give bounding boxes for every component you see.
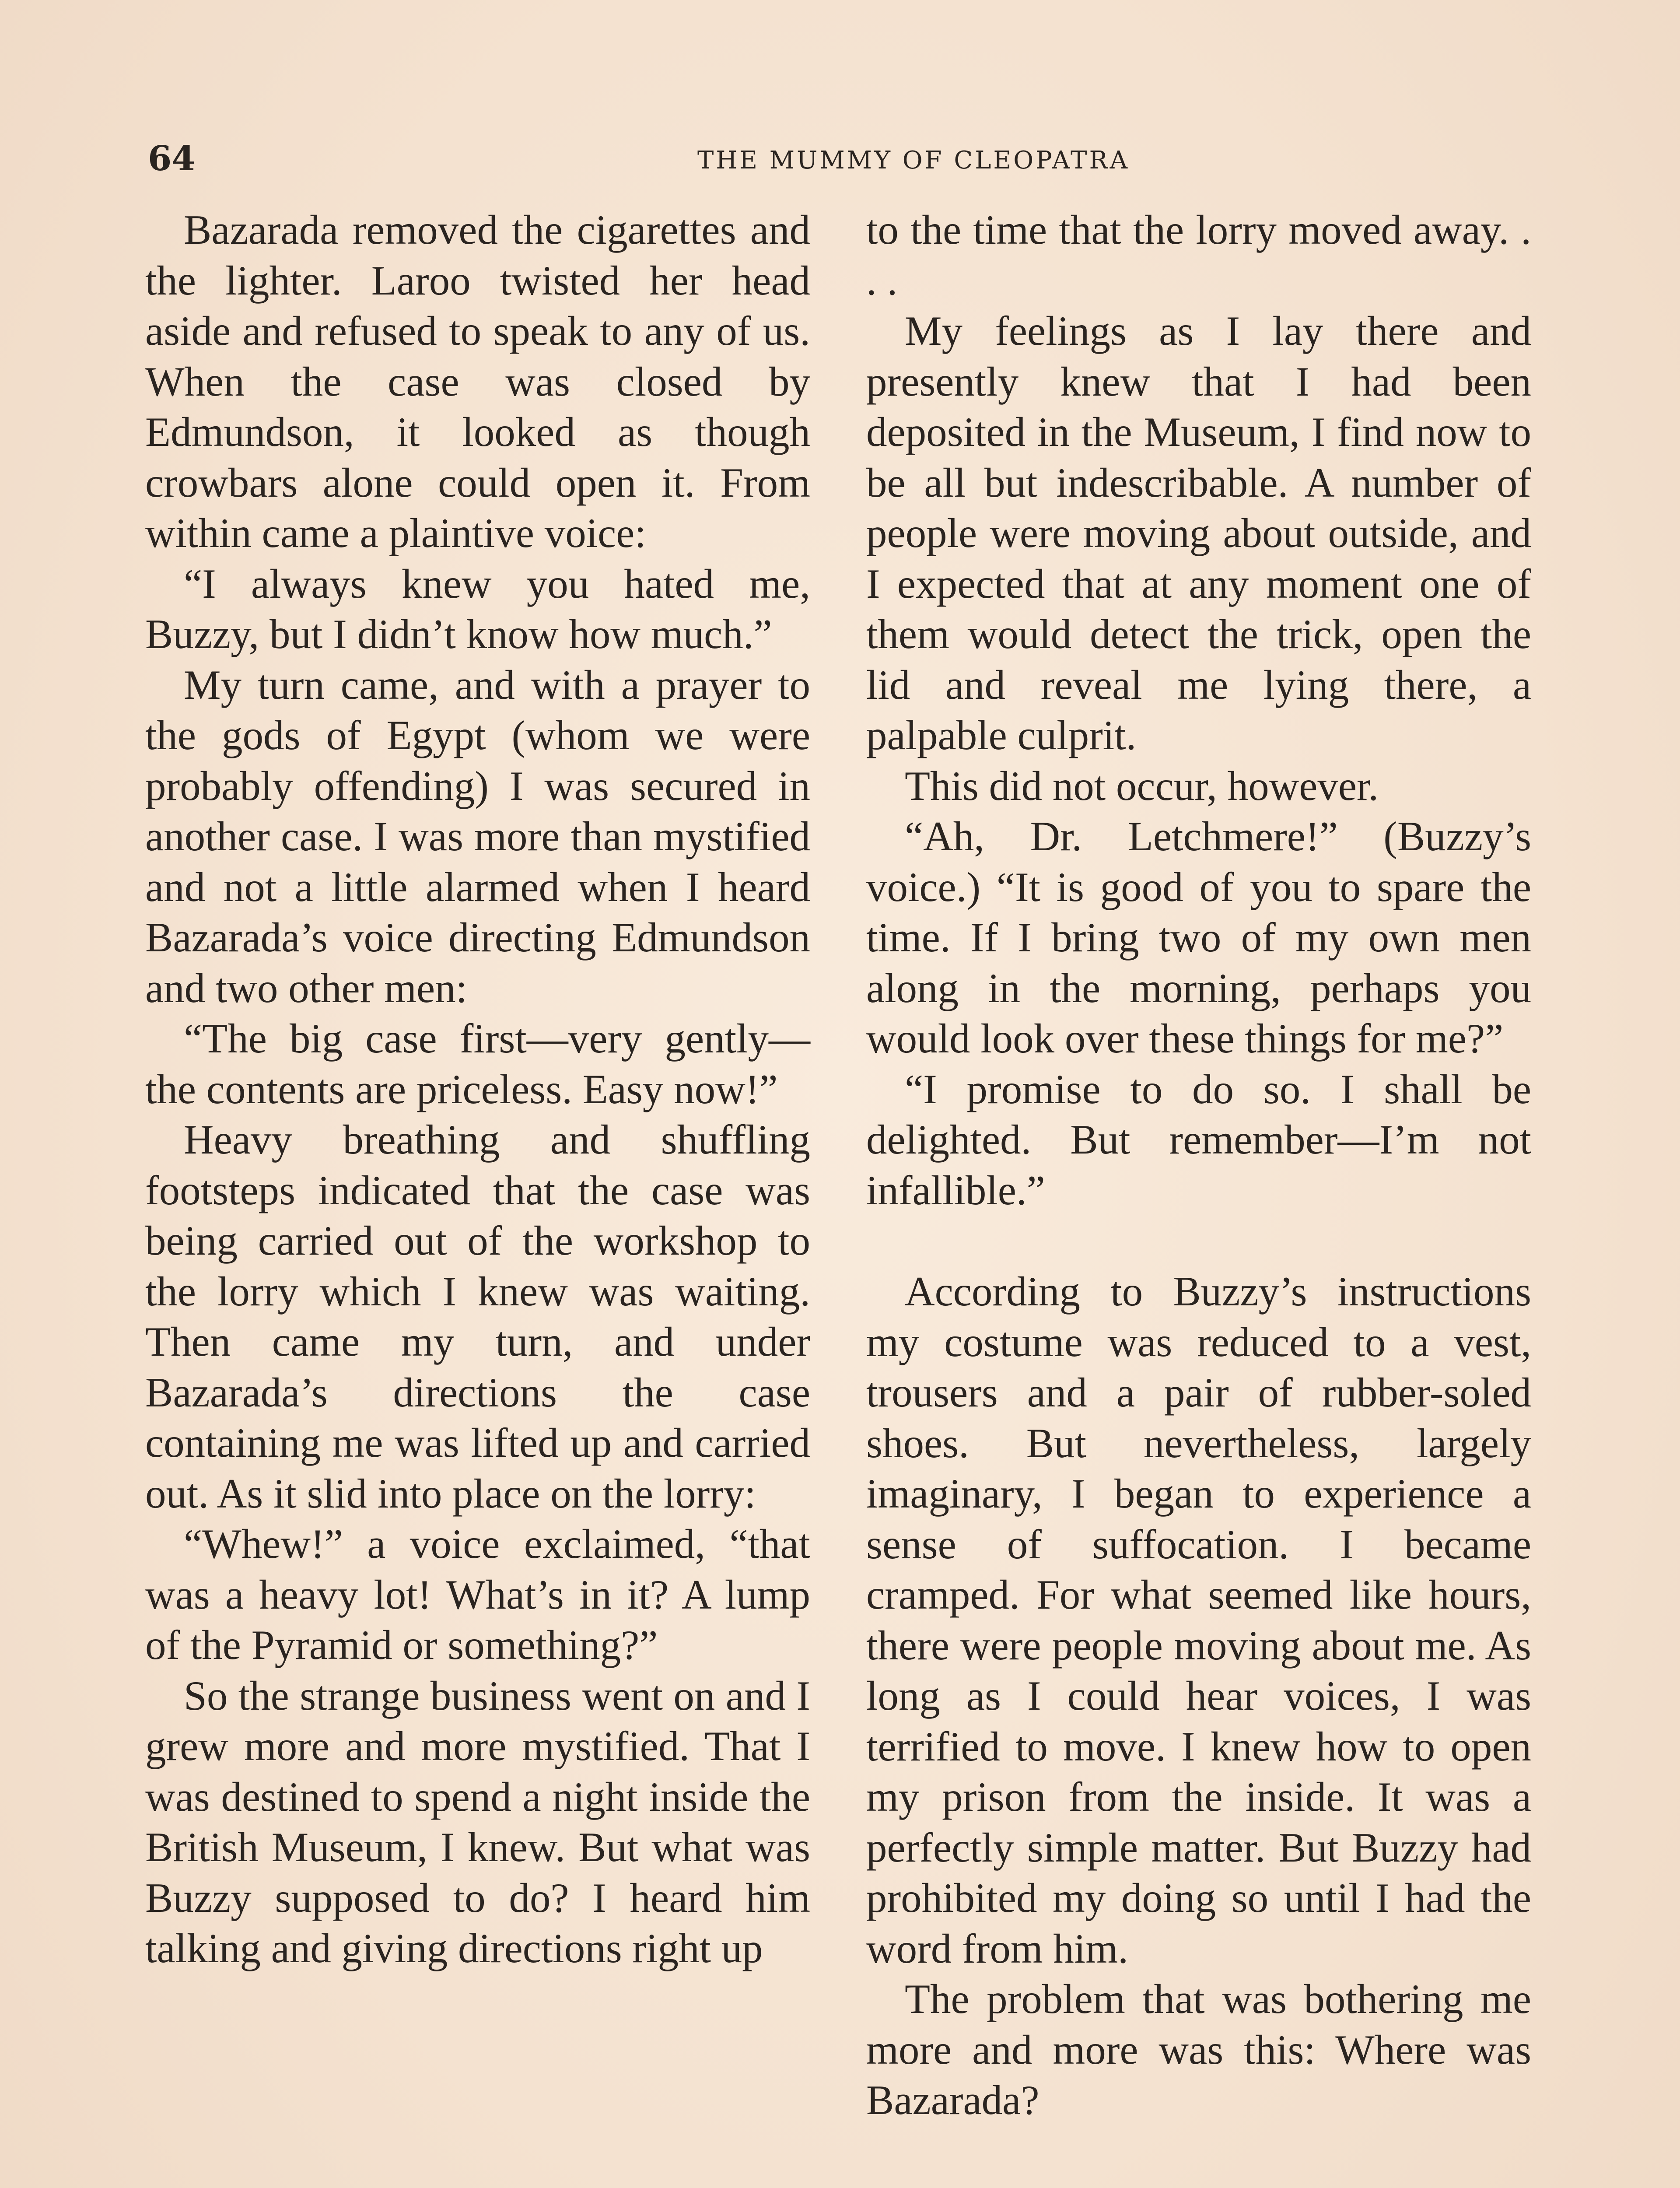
right-column [866, 205, 1531, 2126]
paragraph: to the time that the lorry moved away. . . . [866, 207, 1531, 304]
paragraph: “I promise to do so. I shall be delighted. But remember—I’m not infallible.” [866, 1066, 1531, 1213]
left-column [145, 205, 810, 1974]
paragraph: “Ah, Dr. Letchmere!” (Buzzy’s voice.) “It is good of you to spare the time. If I bring two of my own men along in the morning, perhaps you would look over these things for me?” [866, 813, 1531, 1062]
paragraph: My turn came, and with a prayer to the gods of Egypt (whom we were probably offending) I was secured in another case. I was more than mystified and not a little alarmed when I heard Bazarada’s voice directing Edmundson and two other men: [145, 661, 810, 1011]
paragraph: Bazarada removed the cigarettes and the lighter. Laroo twisted her head aside and refused to speak to any of us. When the case was closed by Edmundson, it looked as though crowbars alone could open it. From within came a plaintive voice: [145, 207, 810, 556]
paragraph: Heavy breathing and shuffling footsteps indicated that the case was being carried out of the workshop to the lorry which I knew was waiting. Then came my turn, and under Bazarada’s directions the case containing me was lifted up and carried out. As it slid into place on the lorry: [145, 1116, 810, 1517]
running-title: THE MUMMY OF CLEOPATRA [697, 146, 1130, 175]
running-head [148, 139, 1536, 179]
page-number: 64 [148, 139, 196, 179]
paragraph: This did not occur, however. [905, 762, 1379, 809]
paragraph: My feelings as I lay there and presently knew that I had been deposited in the Museum, I find now to be all but indescribable. A number of people were moving about outside, and I expected that at any moment one of them would detect the trick, open the lid and reveal me lying there, a palpable culprit. [866, 308, 1531, 758]
paragraph: “The big case first—very gently—the contents are priceless. Easy now!” [145, 1015, 810, 1112]
paragraph: “Whew!” a voice exclaimed, “that was a heavy lot! What’s in it? A lump of the Pyramid or something?” [145, 1521, 810, 1668]
paragraph: “I always knew you hated me, Buzzy, but I didn’t know how much.” [145, 560, 810, 657]
paragraph: According to Buzzy’s instructions my costume was reduced to a vest, trousers and a pair of rubber-soled shoes. But nevertheless, largely imaginary, I began to experience a sense of suffocation. I became cramped. For what seemed like hours, there were people moving about me. As long as I could hear voices, I was terrified to move. I knew how to open my prison from the inside. It was a perfectly simple matter. But Buzzy had prohibited my doing so until I had the word from him. [866, 1268, 1531, 1972]
paragraph: So the strange business went on and I grew more and more mystified. That I was destined to spend a night inside the British Museum, I knew. But what was Buzzy supposed to do? I heard him talking and giving directions right up [145, 1672, 810, 1971]
paragraph: The problem that was bothering me more and more was this: Where was Bazarada? [866, 1976, 1531, 2123]
